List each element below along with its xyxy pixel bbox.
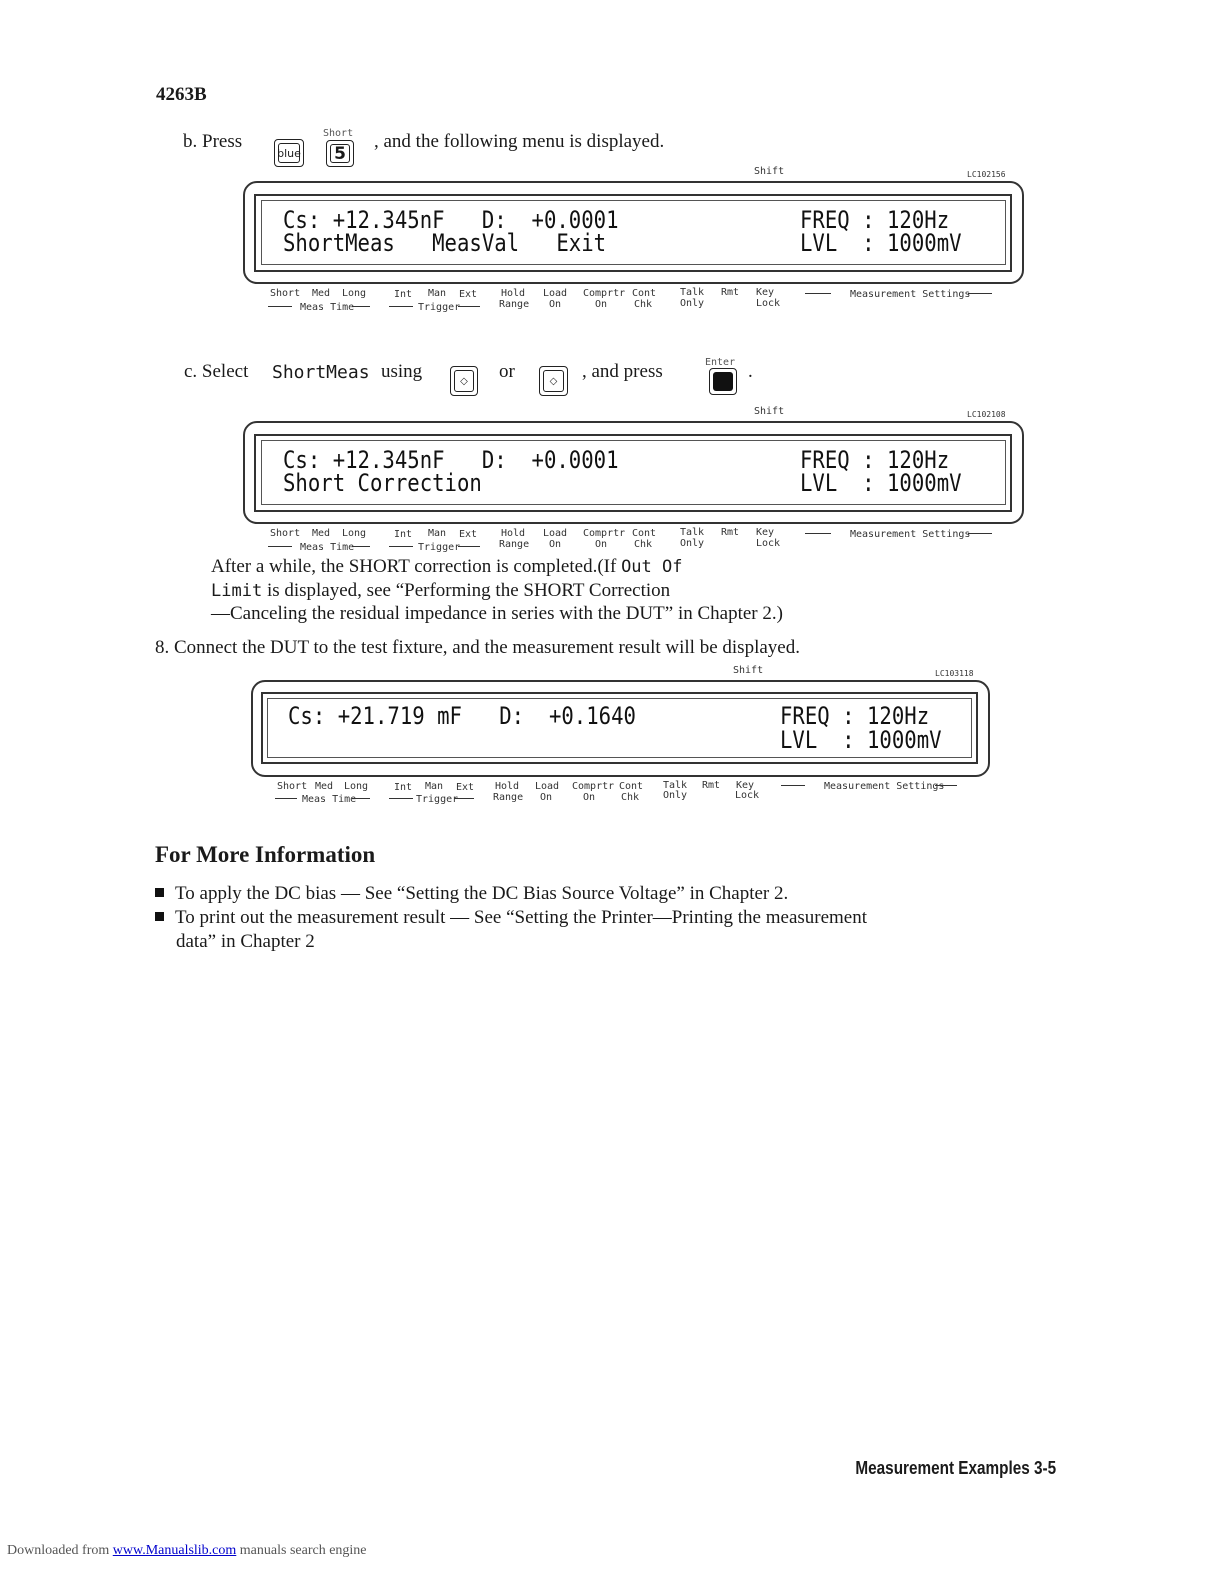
- panel3-fkey-med: Med: [315, 781, 334, 792]
- panel2-fkey-rmt: Rmt: [721, 527, 740, 538]
- panel2-settings-bracket-left: [805, 529, 831, 534]
- panel1-fkey-short: Short: [270, 288, 301, 299]
- panel3-fkey-rmt: Rmt: [702, 780, 721, 791]
- panel1-shift-label: Shift: [754, 166, 785, 177]
- panel3-fkey-talk: Talk: [663, 780, 688, 791]
- panel2-meas-time-bracket-right: [352, 542, 370, 547]
- step-c-and-press: , and press: [582, 361, 663, 382]
- panel2-fkey-comprtr: Comprtr: [583, 528, 626, 539]
- panel1-trigger-bracket-right: [458, 302, 480, 307]
- panel3-fkey-ext: Ext: [456, 782, 475, 793]
- panel1-fkey-comprtr-on: On: [595, 299, 608, 310]
- panel2-fkey-int: Int: [394, 529, 413, 540]
- panel2-lcd-line1-right: FREQ : 120Hz: [800, 446, 950, 474]
- panel1-fkey-long: Long: [342, 288, 367, 299]
- panel3-settings-bracket-right: [935, 781, 957, 786]
- page-footer-section: Measurement Examples 3-5: [855, 1458, 1056, 1478]
- panel3-fkey-only: Only: [663, 790, 688, 801]
- panel3-shift-label: Shift: [733, 665, 764, 676]
- panel1-fkey-comprtr: Comprtr: [583, 288, 626, 299]
- panel2-shift-label: Shift: [754, 406, 785, 417]
- panel2-fkey-long: Long: [342, 528, 367, 539]
- bullet-dc-bias: To apply the DC bias — See “Setting the DC Bias Source Voltage” in Chapter 2.: [155, 882, 788, 906]
- panel1-fkey-cont: Cont: [632, 288, 657, 299]
- panel1-fkey-man: Man: [428, 288, 447, 299]
- panel1-fkey-load: Load: [543, 288, 568, 299]
- panel2-fkey-cont: Cont: [632, 528, 657, 539]
- panel2-lcd-line2-left: Short Correction: [283, 469, 482, 497]
- panel2-lcd-line1-left: Cs: +12.345nF D: +0.0001: [283, 446, 619, 474]
- panel3-settings-label: Measurement Settings: [824, 781, 945, 792]
- left-arrow-key-icon: ◇: [450, 366, 478, 396]
- limit-code: Limit: [211, 581, 263, 601]
- panel3-meas-time-bracket-left: [275, 794, 297, 799]
- panel2-meas-time-bracket-left: [268, 542, 292, 547]
- step-c-period: .: [748, 361, 753, 382]
- after-text-line2: Limit is displayed, see “Performing the SHORT Correction: [211, 580, 671, 601]
- step-c-using: using: [381, 361, 423, 382]
- panel3-meas-time-bracket-right: [352, 794, 370, 799]
- panel2-trigger-bracket-left: [389, 542, 413, 547]
- panel3-trigger-bracket-left: [389, 794, 413, 799]
- right-arrow-key-icon: ◇: [539, 366, 568, 396]
- step-c-prefix: c. Select: [184, 361, 249, 382]
- panel2-settings-label: Measurement Settings: [850, 529, 971, 540]
- panel3-meas-time-label: Meas Time: [302, 794, 357, 805]
- panel1-fkey-ext: Ext: [459, 289, 478, 300]
- panel1-fkey-med: Med: [312, 288, 331, 299]
- panel1-fkey-key: Key: [756, 287, 775, 298]
- panel3-lcd-line1-right: FREQ : 120Hz: [780, 702, 930, 730]
- panel3-lcd-line2-right: LVL : 1000mV: [780, 726, 942, 754]
- panel3-figure-code: LC103118: [935, 669, 974, 678]
- panel1-trigger-bracket-left: [389, 302, 413, 307]
- step-b-suffix: , and the following menu is displayed.: [374, 131, 665, 152]
- bullet-square-icon: [155, 888, 164, 897]
- panel3-settings-bracket-left: [781, 781, 805, 786]
- panel1-lcd-line1-left: Cs: +12.345nF D: +0.0001: [283, 206, 619, 234]
- panel3-fkey-chk: Chk: [621, 792, 640, 803]
- panel1-meas-time-bracket-left: [268, 302, 292, 307]
- five-key-label: 5: [330, 144, 350, 163]
- panel2-fkey-load-on: On: [549, 539, 562, 550]
- blue-key-icon: [274, 139, 304, 167]
- panel1-settings-bracket-right: [968, 289, 992, 294]
- step-b-prefix: b. Press: [183, 131, 243, 152]
- panel2-fkey-talk: Talk: [680, 527, 705, 538]
- panel3-fkey-int: Int: [394, 782, 413, 793]
- panel2-figure-code: LC102108: [967, 410, 1006, 419]
- panel2-fkey-hold: Hold: [501, 528, 526, 539]
- panel2-fkey-med: Med: [312, 528, 331, 539]
- panel1-lcd-line2-right: LVL : 1000mV: [800, 229, 962, 257]
- bullet-square-icon: [155, 912, 164, 921]
- panel1-lcd-line1-right: FREQ : 120Hz: [800, 206, 950, 234]
- panel1-fkey-only: Only: [680, 298, 705, 309]
- panel2-trigger-bracket-right: [458, 542, 480, 547]
- after-text-line1: After a while, the SHORT correction is completed.(If Out Of: [211, 556, 683, 577]
- panel3-fkey-comprtr: Comprtr: [572, 781, 615, 792]
- panel1-meas-time-label: Meas Time: [300, 302, 355, 313]
- short-key-caption: Short: [323, 128, 354, 139]
- for-more-information-heading: For More Information: [155, 842, 376, 867]
- panel3-lcd-line1-left: Cs: +21.719 mF D: +0.1640: [288, 702, 636, 730]
- out-of-code: Out Of: [621, 557, 683, 577]
- step-c-or: or: [499, 361, 515, 382]
- panel2-trigger-label: Trigger: [418, 542, 461, 553]
- bullet-printer-continued: data” in Chapter 2: [176, 931, 315, 952]
- step-c-shortmeas-code: ShortMeas: [272, 362, 370, 383]
- panel2-fkey-comprtr-on: On: [595, 539, 608, 550]
- panel2-settings-bracket-right: [968, 529, 992, 534]
- panel1-trigger-label: Trigger: [418, 302, 461, 313]
- blue-key-label: blue: [278, 143, 300, 163]
- panel1-settings-label: Measurement Settings: [850, 289, 971, 300]
- panel1-fkey-lock: Lock: [756, 298, 781, 309]
- panel2-fkey-lock: Lock: [756, 538, 781, 549]
- panel2-meas-time-label: Meas Time: [300, 542, 355, 553]
- panel1-fkey-load-on: On: [549, 299, 562, 310]
- panel1-fkey-range: Range: [499, 299, 530, 310]
- panel1-settings-bracket-left: [805, 289, 831, 294]
- panel1-meas-time-bracket-right: [352, 302, 370, 307]
- panel3-trigger-bracket-right: [454, 794, 474, 799]
- panel3-fkey-comprtr-on: On: [583, 792, 596, 803]
- panel2-fkey-range: Range: [499, 539, 530, 550]
- document-model-number: 4263B: [156, 84, 207, 105]
- bullet-printer: To print out the measurement result — See “Setting the Printer—Printing the measurement: [155, 906, 867, 930]
- panel3-fkey-long: Long: [344, 781, 369, 792]
- panel2-fkey-load: Load: [543, 528, 568, 539]
- step-8-text: 8. Connect the DUT to the test fixture, and the measurement result will be displayed.: [155, 637, 800, 658]
- panel3-fkey-man: Man: [425, 781, 444, 792]
- panel2-fkey-short: Short: [270, 528, 301, 539]
- panel1-figure-code: LC102156: [967, 170, 1006, 179]
- panel2-fkey-only: Only: [680, 538, 705, 549]
- panel3-fkey-short: Short: [277, 781, 308, 792]
- panel2-fkey-man: Man: [428, 528, 447, 539]
- panel3-fkey-cont: Cont: [619, 781, 644, 792]
- panel3-fkey-lock: Lock: [735, 790, 760, 801]
- panel3-fkey-load-on: On: [540, 792, 553, 803]
- after-text-line3: —Canceling the residual impedance in series with the DUT” in Chapter 2.): [211, 603, 783, 624]
- panel1-fkey-hold: Hold: [501, 288, 526, 299]
- panel3-fkey-load: Load: [535, 781, 560, 792]
- panel2-fkey-ext: Ext: [459, 529, 478, 540]
- panel3-fkey-key: Key: [736, 780, 755, 791]
- panel1-lcd-line2-left: ShortMeas MeasVal Exit: [283, 229, 607, 257]
- panel2-fkey-chk: Chk: [634, 539, 653, 550]
- panel1-fkey-int: Int: [394, 289, 413, 300]
- panel3-fkey-range: Range: [493, 792, 524, 803]
- manualslib-link[interactable]: www.Manualslib.com: [112, 1543, 237, 1558]
- panel1-fkey-rmt: Rmt: [721, 287, 740, 298]
- enter-key-icon: [709, 368, 737, 395]
- panel3-fkey-hold: Hold: [495, 781, 520, 792]
- download-attribution: Downloaded from www.Manualslib.com manuals search engine: [7, 1543, 367, 1558]
- panel1-fkey-chk: Chk: [634, 299, 653, 310]
- panel3-trigger-label: Trigger: [416, 794, 459, 805]
- number-five-key-icon: [326, 140, 354, 167]
- panel1-fkey-talk: Talk: [680, 287, 705, 298]
- panel2-fkey-key: Key: [756, 527, 775, 538]
- enter-key-caption: Enter: [705, 357, 736, 368]
- panel2-lcd-line2-right: LVL : 1000mV: [800, 469, 962, 497]
